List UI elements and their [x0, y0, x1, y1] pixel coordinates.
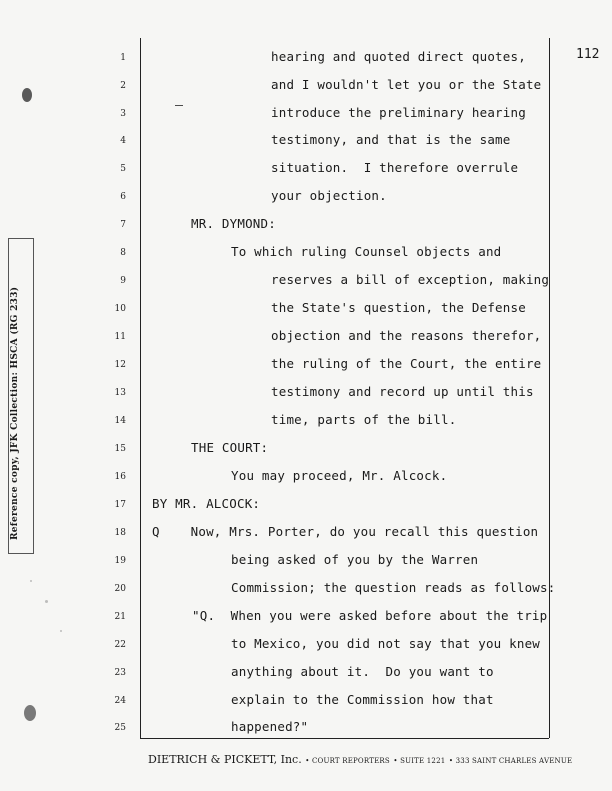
- line-number: 23: [114, 668, 126, 678]
- transcript-line: situation. I therefore overrule: [271, 160, 519, 175]
- line-number: 4: [120, 136, 126, 146]
- right-margin-line: [549, 38, 550, 738]
- transcript-line: explain to the Commission how that: [231, 692, 494, 707]
- scan-speck: [22, 88, 32, 102]
- left-margin-line: [140, 38, 141, 738]
- scan-speck: [24, 705, 36, 721]
- transcript-line: "Q. When you were asked before about the trip: [192, 608, 548, 623]
- transcript-line: To which ruling Counsel objects and: [231, 244, 502, 259]
- transcript-line: happened?": [231, 719, 309, 734]
- transcript-line: being asked of you by the Warren: [231, 552, 479, 567]
- transcript-line: to Mexico, you did not say that you knew: [231, 636, 541, 651]
- line-number: 15: [114, 444, 126, 454]
- line-number: 22: [114, 640, 126, 650]
- transcript-line: introduce the preliminary hearing: [271, 105, 526, 120]
- line-number: 20: [114, 584, 126, 594]
- speaker-label: BY MR. ALCOCK:: [152, 496, 261, 511]
- line-number: 25: [114, 723, 126, 733]
- transcript-line: time, parts of the bill.: [271, 412, 457, 427]
- line-number: 17: [114, 500, 126, 510]
- line-number: 7: [120, 220, 126, 230]
- footer-address: 333 SAINT CHARLES AVENUE: [455, 757, 573, 765]
- line-number: 21: [114, 612, 126, 622]
- transcript-line: testimony and record up until this: [271, 384, 534, 399]
- transcript-line: the ruling of the Court, the entire: [271, 356, 542, 371]
- transcript-line: Q Now, Mrs. Porter, do you recall this question: [152, 524, 539, 539]
- line-number: 1: [120, 53, 126, 63]
- scan-speck: [30, 580, 32, 582]
- transcript-line: reserves a bill of exception, making: [271, 272, 550, 287]
- transcript-line: testimony, and that is the same: [271, 132, 511, 147]
- line-number: 24: [114, 696, 126, 706]
- speaker-label: MR. DYMOND:: [191, 216, 276, 231]
- footer: DIETRICH & PICKETT, Inc. • COURT REPORTERS • SUITE 1221 • 333 SAINT CHARLES AVENUE: [148, 753, 573, 766]
- footer-firm: DIETRICH & PICKETT, Inc.: [148, 753, 302, 766]
- transcript-line: the State's question, the Defense: [271, 300, 526, 315]
- line-number: 6: [120, 192, 126, 202]
- line-number: 8: [120, 248, 126, 258]
- side-reference-label: Reference copy, JFK Collection: HSCA (RG 233): [10, 286, 20, 540]
- scan-speck: [60, 630, 62, 632]
- line-number: 9: [120, 276, 126, 286]
- transcript-line: your objection.: [271, 188, 387, 203]
- transcript-line: Commission; the question reads as follows:: [231, 580, 556, 595]
- footer-suite: SUITE 1221: [400, 757, 446, 765]
- line-number: 3: [120, 109, 126, 119]
- transcript-line: and I wouldn't let you or the State: [271, 77, 542, 92]
- line-number: 19: [114, 556, 126, 566]
- line-number: 10: [114, 304, 126, 314]
- transcript-line: objection and the reasons therefor,: [271, 328, 542, 343]
- transcript-line: hearing and quoted direct quotes,: [271, 49, 526, 64]
- line-number: 18: [114, 528, 126, 538]
- footer-services: COURT REPORTERS: [311, 757, 390, 765]
- bottom-margin-line: [140, 738, 549, 739]
- line-number: 5: [120, 164, 126, 174]
- transcript-line: You may proceed, Mr. Alcock.: [231, 468, 448, 483]
- line-number: 11: [114, 332, 126, 342]
- speaker-label: THE COURT:: [191, 440, 269, 455]
- scan-speck: [175, 105, 183, 106]
- page-number: 112: [576, 47, 600, 62]
- line-number: 13: [114, 388, 126, 398]
- scan-speck: [45, 600, 48, 603]
- line-number: 14: [114, 416, 126, 426]
- transcript-line: anything about it. Do you want to: [231, 664, 494, 679]
- line-number: 12: [114, 360, 126, 370]
- line-number: 2: [120, 81, 126, 91]
- line-number: 16: [114, 472, 126, 482]
